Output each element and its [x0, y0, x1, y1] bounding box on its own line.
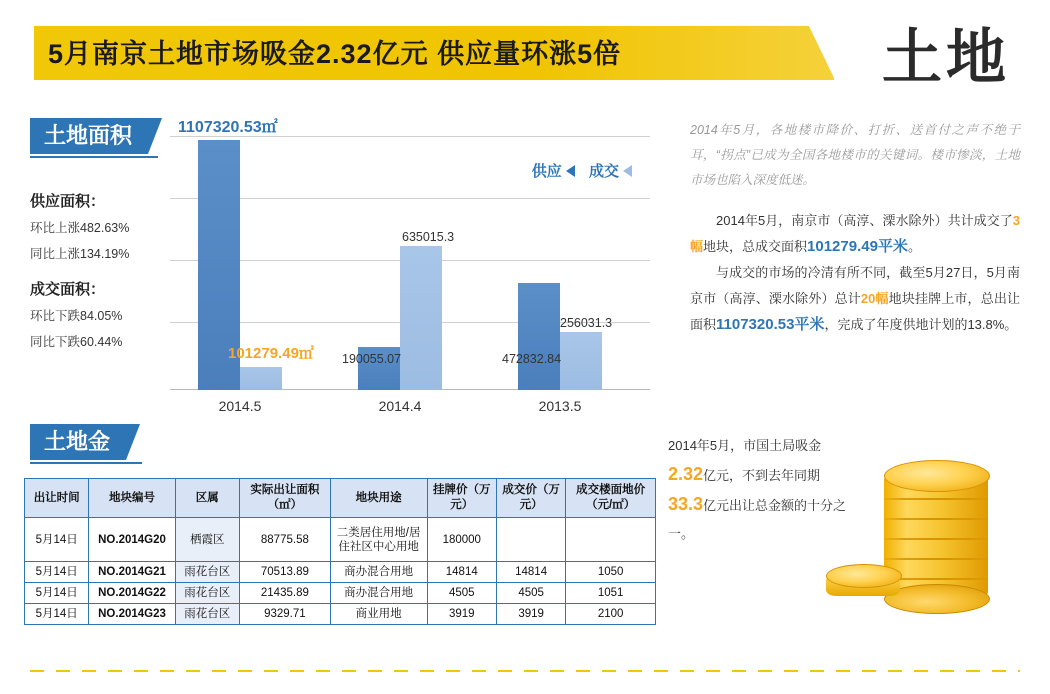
- cell-use: 商办混合用地: [330, 562, 427, 583]
- cell-date: 5月14日: [25, 518, 89, 562]
- p2-highlight-2: 1107320.53平米: [716, 316, 825, 333]
- bar-deal-2014-5: [240, 367, 282, 390]
- cell-area: 88775.58: [239, 518, 330, 562]
- cell-area: 70513.89: [239, 562, 330, 583]
- cell-listing: 14814: [427, 562, 497, 583]
- th-floor-price: 成交楼面地价（元/㎡）: [566, 479, 656, 518]
- cell-area: 9329.71: [239, 604, 330, 625]
- coin-highlight-2: 33.3: [668, 494, 704, 514]
- deal-area-heading: 成交面积：: [30, 281, 106, 298]
- cell-floor-price: 1050: [566, 562, 656, 583]
- cell-district: 栖霞区: [175, 518, 239, 562]
- deal-area-line-1: 环比下跌84.05%: [30, 309, 123, 323]
- section-tag-land-area: [30, 118, 148, 154]
- value-label-supply-2014-5: 1107320.53㎡: [178, 119, 278, 136]
- intro-paragraph: 2014年5月，各地楼市降价、打折、送首付之声不绝于耳，“拐点”已成为全国各地楼市的关键词。楼市惨淡，土地市场也陷入深度低迷。: [690, 123, 1020, 187]
- th-district: 区属: [175, 479, 239, 518]
- section-underline-money: [30, 462, 142, 464]
- p2-highlight-1: 20幅: [860, 291, 889, 306]
- cell-district: 雨花台区: [175, 604, 239, 625]
- coin-text-c: 亿元出让总金额的十分之一。: [668, 498, 847, 541]
- cell-use: 商业用地: [330, 604, 427, 625]
- chart-legend: [532, 160, 642, 181]
- table-row: [25, 583, 656, 604]
- th-land-use: 地块用途: [330, 479, 427, 518]
- cell-listing: 4505: [427, 583, 497, 604]
- land-area-bar-chart: [170, 119, 650, 414]
- cell-date: 5月14日: [25, 583, 89, 604]
- cell-deal: 14814: [497, 562, 566, 583]
- th-deal-price: 成交价（万元）: [497, 479, 566, 518]
- cell-deal: 3919: [497, 604, 566, 625]
- coin-stack-illustration: [848, 452, 1008, 622]
- coin-stack-line: [884, 518, 988, 520]
- cell-area: 21435.89: [239, 583, 330, 604]
- gridline: [170, 198, 650, 199]
- cell-district: 雨花台区: [175, 562, 239, 583]
- cell-use: 商办混合用地: [330, 583, 427, 604]
- cell-deal: [497, 518, 566, 562]
- value-label-deal-2013-5: 256031.3: [560, 316, 613, 330]
- table-row: [25, 604, 656, 625]
- p1-highlight-1: 3幅: [690, 213, 1020, 254]
- tag-tail-shape: [148, 118, 162, 154]
- section-underline-area: [30, 156, 158, 158]
- section-tag-land-money-label: 土地金: [44, 429, 111, 454]
- analysis-paragraphs: [690, 208, 1020, 338]
- x-axis-label-2014-4: 2014.4: [378, 398, 422, 414]
- cell-code: NO.2014G21: [89, 562, 175, 583]
- supply-area-line-2: 同比上涨134.19%: [30, 247, 130, 261]
- th-actual-area: 实际出让面积（㎡）: [239, 479, 330, 518]
- header-logo: 土地: [882, 24, 1010, 91]
- legend-marker-supply-icon: [566, 165, 575, 177]
- cell-floor-price: 1051: [566, 583, 656, 604]
- coin-single-top: [826, 564, 902, 588]
- footer-dashed-divider: [30, 670, 1020, 672]
- cell-date: 5月14日: [25, 562, 89, 583]
- value-label-supply-2013-5: 472832.84: [502, 352, 562, 366]
- deal-area-line-2: 同比下跌60.44%: [30, 335, 123, 349]
- legend-marker-deal-icon: [623, 165, 632, 177]
- cell-floor-price: 2100: [566, 604, 656, 625]
- p1-text-b: 地块，总成交面积: [703, 239, 808, 254]
- land-revenue-note: [668, 432, 848, 548]
- cell-code: NO.2014G22: [89, 583, 175, 604]
- th-transfer-date: 出让时间: [25, 479, 89, 518]
- coin-highlight-1: 2.32: [668, 464, 704, 484]
- p2-text-b: 地块挂牌上市，总出让面积: [690, 291, 1020, 332]
- table-header-row: [25, 479, 656, 518]
- th-parcel-code: 地块编号: [89, 479, 175, 518]
- legend-label-supply: 供应: [531, 163, 562, 180]
- table-row: [25, 562, 656, 583]
- cell-listing: 3919: [427, 604, 497, 625]
- p1-text-a: 2014年5月，南京市（高淳、溧水除外）共计成交了: [716, 213, 1013, 228]
- section-tag-land-area-label: 土地面积: [44, 123, 133, 148]
- coin-stack-line: [884, 498, 988, 500]
- tag-tail-shape: [126, 424, 140, 460]
- p2-text-c: ，完成了年度供地计划的13.8%。: [824, 317, 1018, 332]
- cell-code: NO.2014G23: [89, 604, 175, 625]
- section-tag-land-money: [30, 424, 126, 460]
- coin-top-disc: [884, 460, 990, 492]
- value-label-supply-2014-4: 190055.07: [342, 352, 402, 366]
- coin-text-a: 2014年5月，市国土局吸金: [668, 438, 822, 453]
- coin-stack-line: [884, 538, 988, 540]
- cell-district: 雨花台区: [175, 583, 239, 604]
- supply-area-heading: 供应面积：: [30, 193, 106, 210]
- table-row: [25, 518, 656, 562]
- x-axis-label-2014-5: 2014.5: [218, 398, 262, 414]
- page-title: 5月南京土地市场吸金2.32亿元 供应量环涨5倍: [48, 39, 622, 69]
- coin-text-b: 亿元，不到去年同期: [703, 468, 821, 483]
- p1-highlight-2: 101279.49平米: [807, 238, 908, 255]
- x-axis-label-2013-5: 2013.5: [538, 398, 582, 414]
- p2-text-a: 与成交的市场的冷清有所不同，截至5月27日，5月南京市（高淳、溧水除外）总计: [690, 265, 1020, 306]
- p1-text-c: 。: [907, 239, 921, 254]
- th-listing-price: 挂牌价（万元）: [427, 479, 497, 518]
- value-label-deal-2014-5: 101279.49㎡: [228, 345, 314, 362]
- value-label-deal-2014-4: 635015.3: [402, 230, 455, 244]
- analysis-paragraph-2: [690, 260, 1020, 338]
- cell-listing: 180000: [427, 518, 497, 562]
- cell-use: 二类居住用地/居住社区中心用地: [330, 518, 427, 562]
- cell-date: 5月14日: [25, 604, 89, 625]
- legend-label-deal: 成交: [588, 163, 619, 180]
- land-transfer-table: [24, 478, 656, 625]
- bar-deal-2014-4: [400, 246, 442, 390]
- cell-floor-price: [566, 518, 656, 562]
- cell-deal: 4505: [497, 583, 566, 604]
- bar-supply-2013-5: [518, 283, 560, 390]
- analysis-paragraph-1: [690, 208, 1020, 260]
- cell-code: NO.2014G20: [89, 518, 175, 562]
- supply-area-line-1: 环比上涨482.63%: [30, 221, 130, 235]
- bar-deal-2013-5: [560, 332, 602, 390]
- coin-stack-line: [884, 558, 988, 560]
